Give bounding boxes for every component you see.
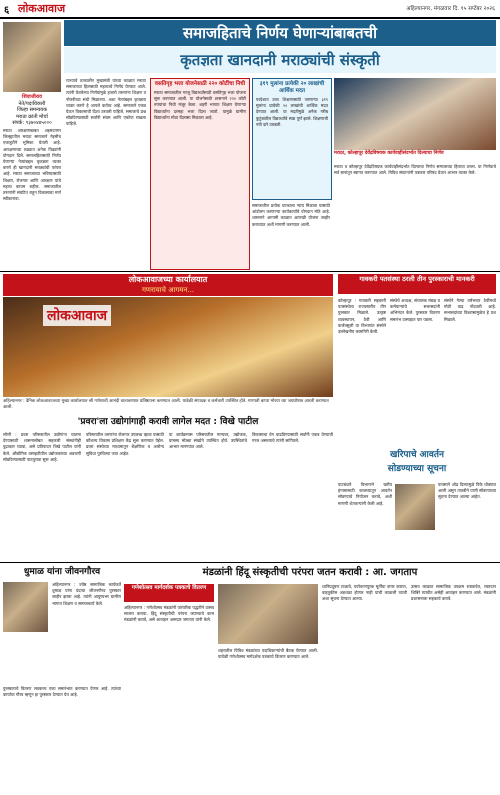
story2-headline: 'प्रवरा'ला उद्योगांगाही करावी लागेल मदत : विखे पाटील xyxy=(77,417,259,427)
divider-2 xyxy=(0,562,500,563)
mandal-col-3: ध्वनिप्रदूषण टाळावे, पर्यावरणपूरक मूर्तींचा वापर करावा, वाहतुकीस अडथळा होणार नाही याची काळजी घ्यावी अशा सूचना देण्यात आल्या. xyxy=(322,584,407,602)
lead-sidebar-1 xyxy=(150,78,250,270)
lead-col-2: राज्याचे तत्कालीन मुख्यमंत्री यांच्या काळात मराठा समाजाच्या हितासाठी महत्त्वाचे निर्णय घेण्यात आले. त्यांनी घेतलेल्या निर्णयांमुळे हजारो तरुणांना शिक्षण व नोकरीच्या संधी मिळाल्या. अशा नेत्यांबद्दल कृतज्ञता व्यक्त करणे हे आपले कर्तव्य आहे. समाजाने एकत्र येऊन विकासाची दिशा ठरवली पाहिजे. समाजाचे प्रश्न सोडविण्यासाठी सर्वांनी संयम आणि एकोपा राखला पाहिजे. xyxy=(66,78,146,127)
lead-headline-2: कृतज्ञता खानदानी मराठ्यांची संस्कृती xyxy=(64,47,496,73)
dhumal-photo xyxy=(3,582,48,632)
dhumal-col-2: पुरस्काराचे वितरण लवकरच एका समारंभात करण्यात येणार आहे. त्यांच्या कार्याचा गौरव म्हणून हा पुरस्कार देण्यात येत आहे. xyxy=(3,686,121,698)
page-number: ६ xyxy=(4,5,10,16)
story2-col-3: या कार्यक्रमास परिसरातील मान्यवर, उद्योजक, ग्रामस्थ मोठ्या संख्येने उपस्थित होते. उपस्थितांचे आभार मानण्यात आले. xyxy=(169,432,247,450)
lead-photo xyxy=(334,78,496,150)
kharip-headline-2: सोडण्याच्या सूचना xyxy=(387,464,447,474)
dhumal-col-1: अहिल्यानगर : ज्येष्ठ सामाजिक कार्यकर्ते धुमाळ यांना यंदाचा जीवनगौरव पुरस्कार जाहीर झाला आहे. त्यांनी आयुष्यभर ग्रामीण भागात शिक्षण व समाजकार्य केले. xyxy=(52,582,121,606)
kharip-headline xyxy=(338,448,496,478)
kharip-col-2: पावसाने ओढ दिल्यामुळे पिके धोक्यात आली असून तातडीने पाणी सोडण्याच्या सूचना देण्यात आल्या आहेत. xyxy=(438,482,496,500)
dateline: अहिल्यानगर, मंगळवार दि. १५ सप्टेंबर २०२६ xyxy=(406,6,495,12)
lead-sidebar-2 xyxy=(252,78,332,200)
profile-block xyxy=(3,94,61,127)
gavkari-headline: गावकरी पतसंस्था ठरली तीन पुरस्काराची मानकरी xyxy=(338,274,496,294)
ganesh-banner-subtitle: गणरायाचे आगमन... xyxy=(141,286,195,294)
gavkari-col-1: कोल्हापूर : गावकरी सहकारी पतसंस्थेला राज्यस्तरीय तीन पुरस्कार मिळाले. उत्कृष्ट व्यवस्थापन, ठेवी आणि कर्जवसुली या विभागांत संस्थेने उल्लेखनीय कामगिरी केली. xyxy=(338,298,386,335)
lead-sidebar-1-text: मराठा समाजातील गरजू विद्यार्थ्यांसाठी वसतिगृह भत्ता योजना सुरू करण्यात आली. या योजनेसाठी शासनाने २२० कोटी रुपयांचा निधी मंजूर केला. शहरी भागात शिक्षण घेणाऱ्या विद्यार्थ्यांना दरमहा भत्ता दिला जातो. यामुळे ग्रामीण विद्यार्थ्यांना मोठा दिलासा मिळाला आहे. xyxy=(154,90,246,120)
kharip-headline-1: खरिपाचे आवर्तन xyxy=(390,450,444,460)
lead-sidebar-2-head: ३१९ मुलांना प्रत्येकी २० लाखांची आर्थिक मदत xyxy=(259,81,325,94)
kharip-photo xyxy=(395,484,435,530)
mandal-photo xyxy=(218,584,318,644)
divider xyxy=(0,271,500,272)
story2-col-1: लोणी : प्रवरा परिसरातील उद्योगांना चालना देण्यासाठी शासनासोबत सहकारी संस्थांनीही पुढाकार घ्यावा, असे प्रतिपादन विखे पाटील यांनी केले. औद्योगिक वसाहतीतील उद्योजकांच्या अडचणी सोडविण्यासाठी पाठपुरावा सुरू आहे. xyxy=(3,432,81,462)
mandal-headline: मंडळांनी हिंदू संस्कृतीची परंपरा जतन करावी : आ. जगताप xyxy=(202,567,418,578)
story2-col-2: परिसरातील तरुणांना रोजगार उपलब्ध व्हावा यासाठी कौशल्य विकास प्रशिक्षण केंद्र सुरू करण्यात येईल. प्रवरा संस्थेच्या माध्यमातून शैक्षणिक व आरोग्य सुविधा पुरविल्या जात आहेत. xyxy=(86,432,164,456)
profile-org: जिल्हा समन्वयक xyxy=(16,107,48,113)
ganesh-caption: अहिल्यानगर : दैनिक लोकआवाजच्या मुख्य कार्यालयात श्री गणेशाची आनंदी वातावरणात प्रतिष्ठापना करण्यात आली. यावेळी संपादक व कर्मचारी उपस्थित होते. गणपती बाप्पा मोरया च्या जयघोषात आरती करण्यात आली. xyxy=(3,399,329,410)
ganesh-photo xyxy=(3,297,333,397)
mandal-sub-head: गणेशोत्सव मार्गदर्शक पत्रकाचे वितरण xyxy=(124,584,214,602)
ganesh-banner xyxy=(3,274,333,296)
dhumal-headline: धुमाळ यांना जीवनगौरव xyxy=(23,567,101,577)
ganesh-banner-title: लोकआवाजच्या कार्यालयात xyxy=(128,275,208,284)
profile-name: शिवाजीराव xyxy=(22,94,42,100)
profile-phone: संपर्क: ९३७०४४५००० xyxy=(12,120,52,126)
profile-photo xyxy=(3,22,61,92)
profile-party: मराठा क्रांती मोर्चा xyxy=(16,113,48,120)
lead-photo-caption: मराठा, कोल्हापूर देवेंद्रविषयक कार्यवाहीसंदर्भात दिल्याचा निर्णय xyxy=(334,151,444,156)
masthead-logo: लोकआवाज xyxy=(18,2,66,15)
ganesh-inset-logo: लोकआवाज xyxy=(43,305,111,326)
kharip-col-1: पाटबंधारे विभागाने खरीप हंगामासाठी कालव्यातून आवर्तन सोडण्याचे नियोजन करावे, अशी मागणी शेतकऱ्यांनी केली आहे. xyxy=(338,482,392,506)
lead-col-1: मराठा आरक्षणाबाबत अहमदनगर जिल्ह्यातील मराठा समाजाने नेहमीच एकजुटीने भूमिका घेतली आहे. आरक्षणाच्या लढ्यात अनेक पिढ्यांनी योगदान दिले. समाजहितासाठी निर्णय घेणाऱ्या नेत्यांबद्दल कृतज्ञता व्यक्त करणे ही खानदानी मराठ्यांची परंपरा आहे. मराठा समाजाच्या भविष्यासाठी शिक्षण, रोजगार आणि आरक्षण यांचे महत्त्व कायम राहील. समाजातील तरुणांनी संघटित राहून विकासाचा मार्ग स्वीकारावा. xyxy=(3,128,61,202)
lead-sidebar-2-text: परदेशात उच्च शिक्षणासाठी जाणाऱ्या ३१९ मुलांना प्रत्येकी २० लाखांची आर्थिक मदत देण्यात आली. या मदतीमुळे अनेक गरीब कुटुंबातील विद्यार्थ्यांचे स्वप्न पूर्ण झाले. शिक्षणाची नवी दारे उघडली. xyxy=(256,97,328,127)
mandal-col-1: अहिल्यानगर : गणेशोत्सव मंडळांनी पारंपरिक पद्धतीने उत्सव साजरा करावा. हिंदू संस्कृतीची परंपरा जपण्याचे काम मंडळांनी करावे, असे आवाहन आमदार जगताप यांनी केले. xyxy=(124,605,214,623)
lead-headline-1: समाजहिताचे निर्णय घेणाऱ्यांबाबतची xyxy=(64,20,496,46)
lead-col-5: मराठा व कोल्हापूर देवेंद्रविषयक कार्यवाहीसंदर्भात दिल्याचा निर्णय समाजाच्या हिताचा ठरला. या निर्णयाचे सर्व स्तरांतून स्वागत करण्यात आले. विविध संघटनांनी पत्रकार परिषद घेऊन आभार व्यक्त केले. xyxy=(334,164,496,176)
story2-col-4: विकासाचा वेग वाढविण्यासाठी सर्वांनी एकत्र येण्याची गरज असल्याचे त्यांनी सांगितले. xyxy=(252,432,333,444)
gavkari-col-3: संस्थेने गेल्या वर्षभरात ठेवींमध्ये मोठी वाढ नोंदवली आहे. सभासदांच्या विश्वासामुळेच हे यश मिळाले. xyxy=(444,298,496,322)
lead-sidebar-1-head: वसतिगृह भत्ता योजनेसाठी २२० कोटींचा निधी xyxy=(154,81,246,87)
gavkari-col-2: संस्थेचे अध्यक्ष, संचालक मंडळ व कर्मचाऱ्यांचे सभासदांनी अभिनंदन केले. पुरस्कार वितरण समारंभ उत्साहात पार पडला. xyxy=(390,298,440,322)
lead-col-6: समाजातील प्रत्येक घटकाला न्याय मिळावा यासाठी आंदोलन करणाऱ्या कार्यकर्त्यांचे योगदान मोठे आहे. शासनाने आगामी काळात आणखी योजना जाहीर कराव्यात अशी मागणी करण्यात आली. xyxy=(252,203,330,227)
mandal-col-2: शहरातील विविध मंडळांच्या पदाधिकाऱ्यांची बैठक घेण्यात आली. यावेळी गणेशोत्सव मार्गदर्शक पत्रकाचे वितरण करण्यात आले. xyxy=(218,648,318,660)
profile-role: नेते/पदाधिकारी xyxy=(18,100,46,107)
mandal-col-4: उत्सव काळात सामाजिक उपक्रम राबवावेत, रक्तदान शिबिरे घ्यावीत असेही आवाहन करण्यात आले. मंडळांनी प्रशासनाला सहकार्य करावे. xyxy=(411,584,496,602)
